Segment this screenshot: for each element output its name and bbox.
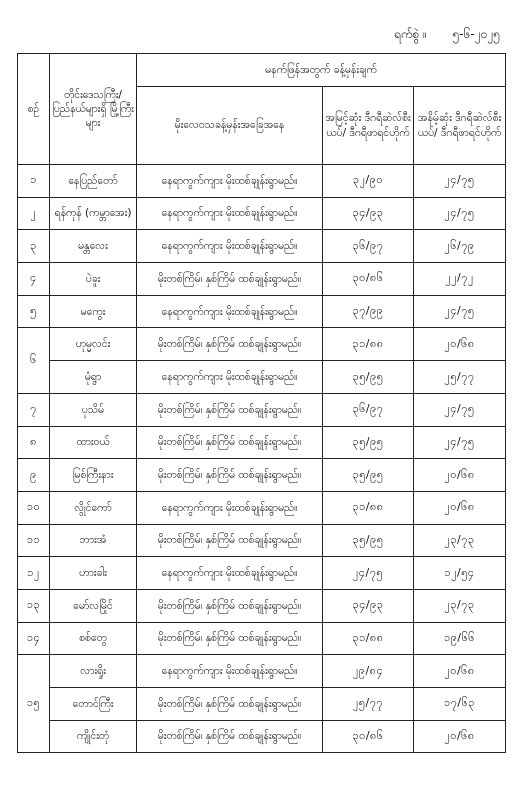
row-condition: နေရာကွက်ကျား မိုးထစ်ချုန်းရွာမည်။ (137, 295, 323, 328)
row-condition: မိုးတစ်ကြိမ်၊ နှစ်ကြိမ် ထစ်ချုန်းရွာမည်။ (137, 263, 323, 296)
row-city: ဟားခါး (50, 557, 137, 590)
row-condition: နေရာကွက်ကျား မိုးထစ်ချုန်းရွာမည်။ (137, 491, 323, 524)
row-max-temp: ၃၅/၉၅ (323, 361, 414, 394)
row-condition: မိုးတစ်ကြိမ်၊ နှစ်ကြိမ် ထစ်ချုန်းရွာမည်။ (137, 426, 323, 459)
row-condition: မိုးတစ်ကြိမ်၊ နှစ်ကြိမ် ထစ်ချုန်းရွာမည်။ (137, 328, 323, 361)
row-max-temp: ၃၅/၉၅ (323, 459, 414, 492)
header-min-temp: အနိမ့်ဆုံး ဒီဂရီဆဲလ်စီးယပ်/ ဒီဂရီဖာရင်ဟိုက် (414, 87, 506, 165)
row-condition: မိုးတစ်ကြိမ်၊ နှစ်ကြိမ် ထစ်ချုန်းရွာမည်။ (137, 393, 323, 426)
row-serial-no: ၁၄ (18, 622, 50, 655)
row-condition: မိုးတစ်ကြိမ်၊ နှစ်ကြိမ် ထစ်ချုန်းရွာမည်။ (137, 459, 323, 492)
row-max-temp: ၃၅/၉၅ (323, 426, 414, 459)
date-label: ရက်စွဲ ။ (393, 27, 427, 41)
header-city: တိုင်းဒေသကြီး/ ပြည်နယ်များရှိ မြို့ကြီးများ (50, 54, 137, 165)
row-condition: မိုးတစ်ကြိမ်၊ နှစ်ကြိမ် ထစ်ချုန်းရွာမည်။ (137, 622, 323, 655)
header-serial-no: စဉ် (18, 54, 50, 165)
row-serial-no: ၁၂ (18, 557, 50, 590)
row-max-temp: ၂၄/၇၅ (323, 557, 414, 590)
row-min-temp: ၂၀/၆၈ (414, 459, 506, 492)
row-serial-no: ၄ (18, 263, 50, 296)
row-max-temp: ၃၀/၈၆ (323, 263, 414, 296)
row-city: ထားဝယ် (50, 426, 137, 459)
header-forecast-group: မနက်ဖြန်အတွက် ခန့်မှန်းချက် (137, 54, 506, 87)
row-condition: နေရာကွက်ကျား မိုးထစ်ချုန်းရွာမည်။ (137, 557, 323, 590)
row-min-temp: ၂၄/၇၅ (414, 426, 506, 459)
row-min-temp: ၁၉/၆၆ (414, 622, 506, 655)
row-max-temp: ၃၂/၉၀ (323, 165, 414, 198)
row-city: ဘားအံ (50, 524, 137, 557)
forecast-table (17, 53, 506, 753)
row-serial-no: ၉ (18, 459, 50, 492)
row-city: ရန်ကုန် (ကမ္ဘာအေး) (50, 197, 137, 230)
row-condition: နေရာကွက်ကျား မိုးထစ်ချုန်းရွာမည်။ (137, 361, 323, 394)
row-city: မော်လမြိုင် (50, 589, 137, 622)
date-line (394, 26, 500, 44)
row-min-temp: ၁၂/၅၄ (414, 557, 506, 590)
row-min-temp: ၂၀/၆၈ (414, 491, 506, 524)
row-condition: နေရာကွက်ကျား မိုးထစ်ချုန်းရွာမည်။ (137, 197, 323, 230)
row-max-temp: ၃၁/၈၈ (323, 328, 414, 361)
row-city: ပုသိမ် (50, 393, 137, 426)
row-min-temp: ၂၀/၆၈ (414, 655, 506, 688)
row-max-temp: ၃၆/၉၇ (323, 393, 414, 426)
row-min-temp: ၁၇/၆၃ (414, 688, 506, 721)
row-min-temp: ၂၅/၇၇ (414, 361, 506, 394)
header-max-temp: အမြင့်ဆုံး ဒီဂရီဆဲလ်စီးယပ်/ ဒီဂရီဖာရင်ဟိုက် (323, 87, 414, 165)
date-value: ၅-၆-၂၀၂၅ (452, 27, 500, 41)
row-max-temp: ၃၅/၉၅ (323, 524, 414, 557)
row-serial-no: ၃ (18, 230, 50, 263)
row-condition: မိုးတစ်ကြိမ်၊ နှစ်ကြိမ် ထစ်ချုန်းရွာမည်။ (137, 524, 323, 557)
row-serial-no: ၁ (18, 165, 50, 198)
row-max-temp: ၂၉/၈၄ (323, 655, 414, 688)
row-serial-no: ၁၃ (18, 589, 50, 622)
row-max-temp: ၃၁/၈၈ (323, 491, 414, 524)
row-city: မကွေး (50, 295, 137, 328)
row-condition: မိုးတစ်ကြိမ်၊ နှစ်ကြိမ် ထစ်ချုန်းရွာမည်။ (137, 688, 323, 721)
row-serial-no: ၇ (18, 393, 50, 426)
row-max-temp: ၃၄/၉၃ (323, 197, 414, 230)
row-min-temp: ၂၀/၆၈ (414, 720, 506, 753)
row-serial-no: ၅ (18, 295, 50, 328)
row-condition: မိုးတစ်ကြိမ်၊ နှစ်ကြိမ် ထစ်ချုန်းရွာမည်။ (137, 720, 323, 753)
row-city: ကျိုင်းတုံ (50, 720, 137, 753)
row-max-temp: ၃၄/၉၃ (323, 589, 414, 622)
row-city: လွိုင်ကော် (50, 491, 137, 524)
row-condition: နေရာကွက်ကျား မိုးထစ်ချုန်းရွာမည်။ (137, 230, 323, 263)
row-city: စစ်တွေ (50, 622, 137, 655)
row-city: မုံရွာ (50, 361, 137, 394)
row-max-temp: ၃၁/၈၈ (323, 622, 414, 655)
row-max-temp: ၃၆/၉၇ (323, 230, 414, 263)
row-city: နေပြည်တော် (50, 165, 137, 198)
row-serial-no: ၆ (18, 328, 50, 393)
header-condition: မိုးလေဝသခန့်မှန်းအခြေအနေ (137, 87, 323, 165)
row-serial-no: ၂ (18, 197, 50, 230)
row-city: မန္တလေး (50, 230, 137, 263)
row-city: ဟုမ္မလင်း (50, 328, 137, 361)
row-condition: နေရာကွက်ကျား မိုးထစ်ချုန်းရွာမည်။ (137, 165, 323, 198)
row-min-temp: ၂၆/၇၉ (414, 230, 506, 263)
row-min-temp: ၂၃/၇၃ (414, 524, 506, 557)
row-min-temp: ၂၀/၆၈ (414, 328, 506, 361)
row-max-temp: ၃၀/၈၆ (323, 720, 414, 753)
row-min-temp: ၂၄/၇၅ (414, 295, 506, 328)
row-serial-no: ၁၅ (18, 655, 50, 753)
row-min-temp: ၂၃/၇၃ (414, 589, 506, 622)
row-serial-no: ၈ (18, 426, 50, 459)
row-serial-no: ၁၀ (18, 491, 50, 524)
row-max-temp: ၂၅/၇၇ (323, 688, 414, 721)
row-city: လားရှိုး (50, 655, 137, 688)
row-city: ပဲခူး (50, 263, 137, 296)
row-serial-no: ၁၁ (18, 524, 50, 557)
row-city: မြစ်ကြီးနား (50, 459, 137, 492)
row-min-temp: ၂၄/၇၅ (414, 197, 506, 230)
row-max-temp: ၃၇/၉၉ (323, 295, 414, 328)
row-min-temp: ၂၄/၇၅ (414, 165, 506, 198)
row-city: တောင်ကြီး (50, 688, 137, 721)
row-min-temp: ၂၄/၇၅ (414, 393, 506, 426)
row-condition: နေရာကွက်ကျား မိုးထစ်ချုန်းရွာမည်။ (137, 655, 323, 688)
row-condition: မိုးတစ်ကြိမ်၊ နှစ်ကြိမ် ထစ်ချုန်းရွာမည်။ (137, 589, 323, 622)
row-min-temp: ၂၂/၇၂ (414, 263, 506, 296)
